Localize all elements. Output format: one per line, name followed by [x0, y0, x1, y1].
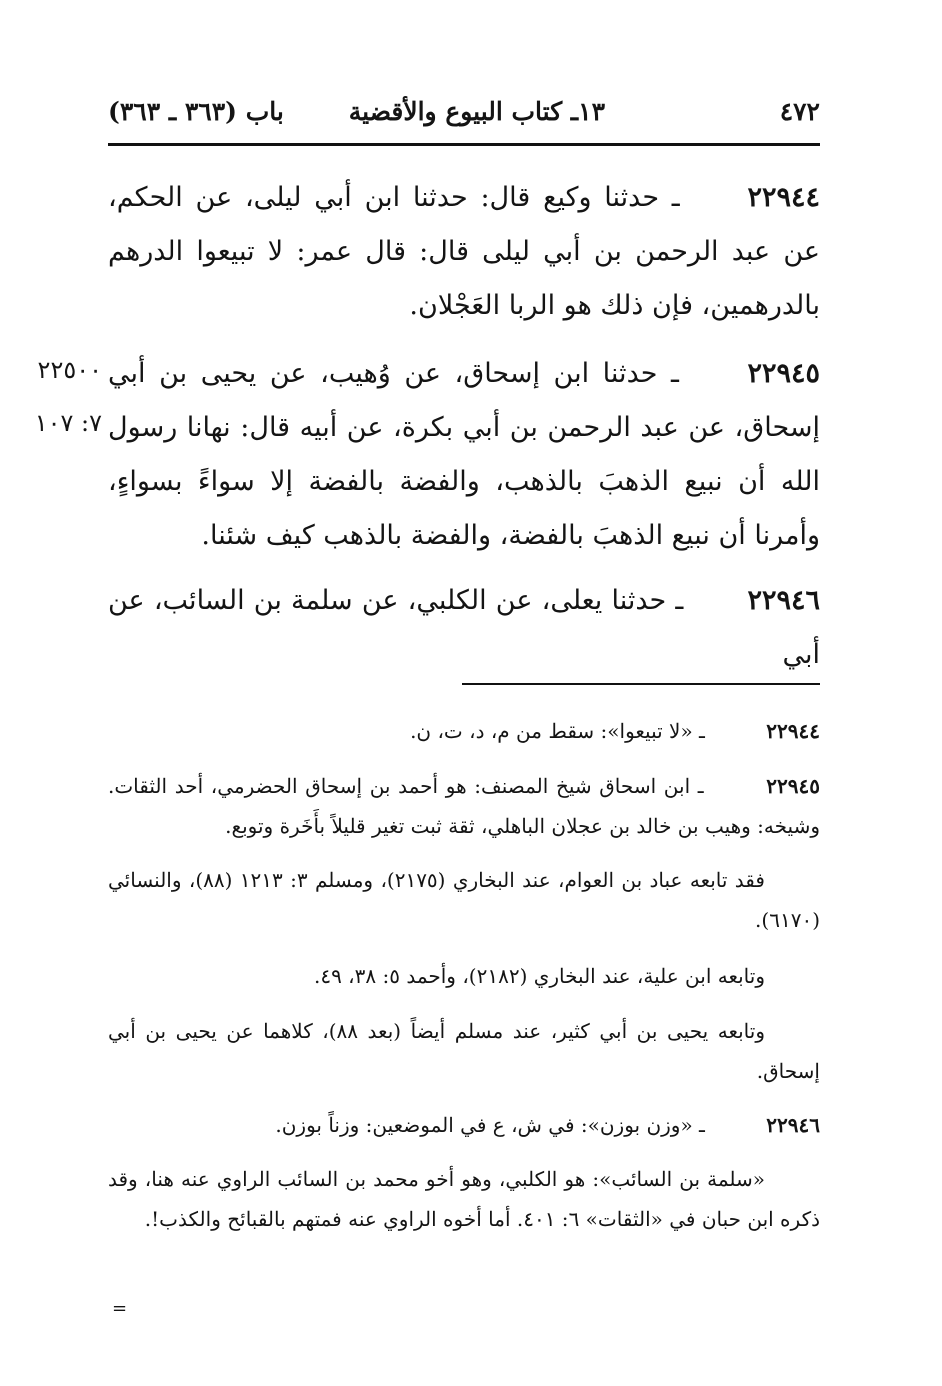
footnote-text: فقد تابعه عباد بن العوام، عند البخاري (٢١٧٥)، ومسلم ٣: ١٢١٣ (٨٨)، والنسائي (٦١٧٠).: [108, 868, 820, 932]
footnote-number: ٢٢٩٤٥: [766, 774, 820, 798]
margin-note-numbering: ٢٢٥٠٠: [37, 356, 102, 384]
footnote-text: وتابعه يحيى بن أبي كثير، عند مسلم أيضاً (بعد ٨٨)، كلاهما عن يحيى بن أبي إسحاق.: [108, 1019, 820, 1083]
hadith-22944: [108, 171, 820, 333]
hadith-number: ٢٢٩٤٥: [747, 358, 820, 389]
footnote: [108, 711, 820, 751]
hadith-text: ـ حدثنا يعلى، عن الكلبي، عن سلمة بن السائب، عن أبي: [108, 585, 820, 670]
footnote-number: ٢٢٩٤٦: [766, 1113, 820, 1137]
chapter-range: باب (٣٦٣ ـ ٣٦٣): [108, 97, 284, 126]
hadith-number: ٢٢٩٤٦: [747, 585, 820, 616]
footnote-text: «سلمة بن السائب»: هو الكلبي، وهو أخو محمد بن السائب الراوي عنه هنا، وقد ذكره ابن حبان في «الثقات» ٦: ٤٠١. أما أخوه الراوي عنه فمتهم بالقبائح والكذب!.: [108, 1167, 820, 1231]
footnote-text: ـ «لا تبيعوا»: سقط من م، د، ت، ن.: [410, 719, 712, 743]
footnote-separator: [462, 683, 820, 685]
book-title: ١٣ـ كتاب البيوع والأقضية: [348, 97, 605, 126]
hadith-22945: [108, 347, 820, 563]
footnote: [108, 766, 820, 846]
running-header: [108, 92, 820, 132]
footnote: [108, 860, 820, 940]
margin-note-volume-page: ٧: ١٠٧: [34, 409, 102, 437]
footnote-number: ٢٢٩٤٤: [766, 719, 820, 743]
footnote: [108, 956, 820, 996]
footnote: [108, 1159, 820, 1239]
hadith-22946: [108, 574, 820, 682]
hadith-text: ـ حدثنا ابن إسحاق، عن وُهيب، عن يحيى بن أبي إسحاق، عن عبد الرحمن بن أبي بكرة، عن أبيه قال: نهانا رسول الله أن نبيع الذهبَ بالذهب، والفضة بالفضة إلا سواءً بسواءٍ، وأمرنا أن نبيع الذهبَ بالفضة، والفضة بالذهب كيف شئنا.: [108, 358, 820, 551]
hadith-text: ـ حدثنا وكيع قال: حدثنا ابن أبي ليلى، عن الحكم، عن عبد الرحمن بن أبي ليلى قال: قال عمر: لا تبيعوا الدرهم بالدرهمين، فإن ذلك هو الربا العَجْلان.: [108, 182, 820, 321]
header-rule: [108, 143, 820, 146]
continuation-mark: =: [112, 1298, 128, 1319]
footnote: [108, 1105, 820, 1145]
footnote: [108, 1011, 820, 1091]
hadith-number: ٢٢٩٤٤: [747, 182, 820, 213]
footnote-text: ـ ابن اسحاق شيخ المصنف: هو أحمد بن إسحاق الحضرمي، أحد الثقات. وشيخه: وهيب بن خالد بن عجلان الباهلي، ثقة ثبت تغير قليلاً بأَخَرة وتوبع.: [108, 774, 820, 838]
footnote-text: وتابعه ابن علية، عند البخاري (٢١٨٢)، وأحمد ٥: ٣٨، ٤٩.: [313, 964, 765, 988]
footnote-text: ـ «وزن بوزن»: في ش، ع في الموضعين: وزناً بوزن.: [275, 1113, 712, 1137]
page-number: ٤٧٢: [779, 97, 820, 126]
